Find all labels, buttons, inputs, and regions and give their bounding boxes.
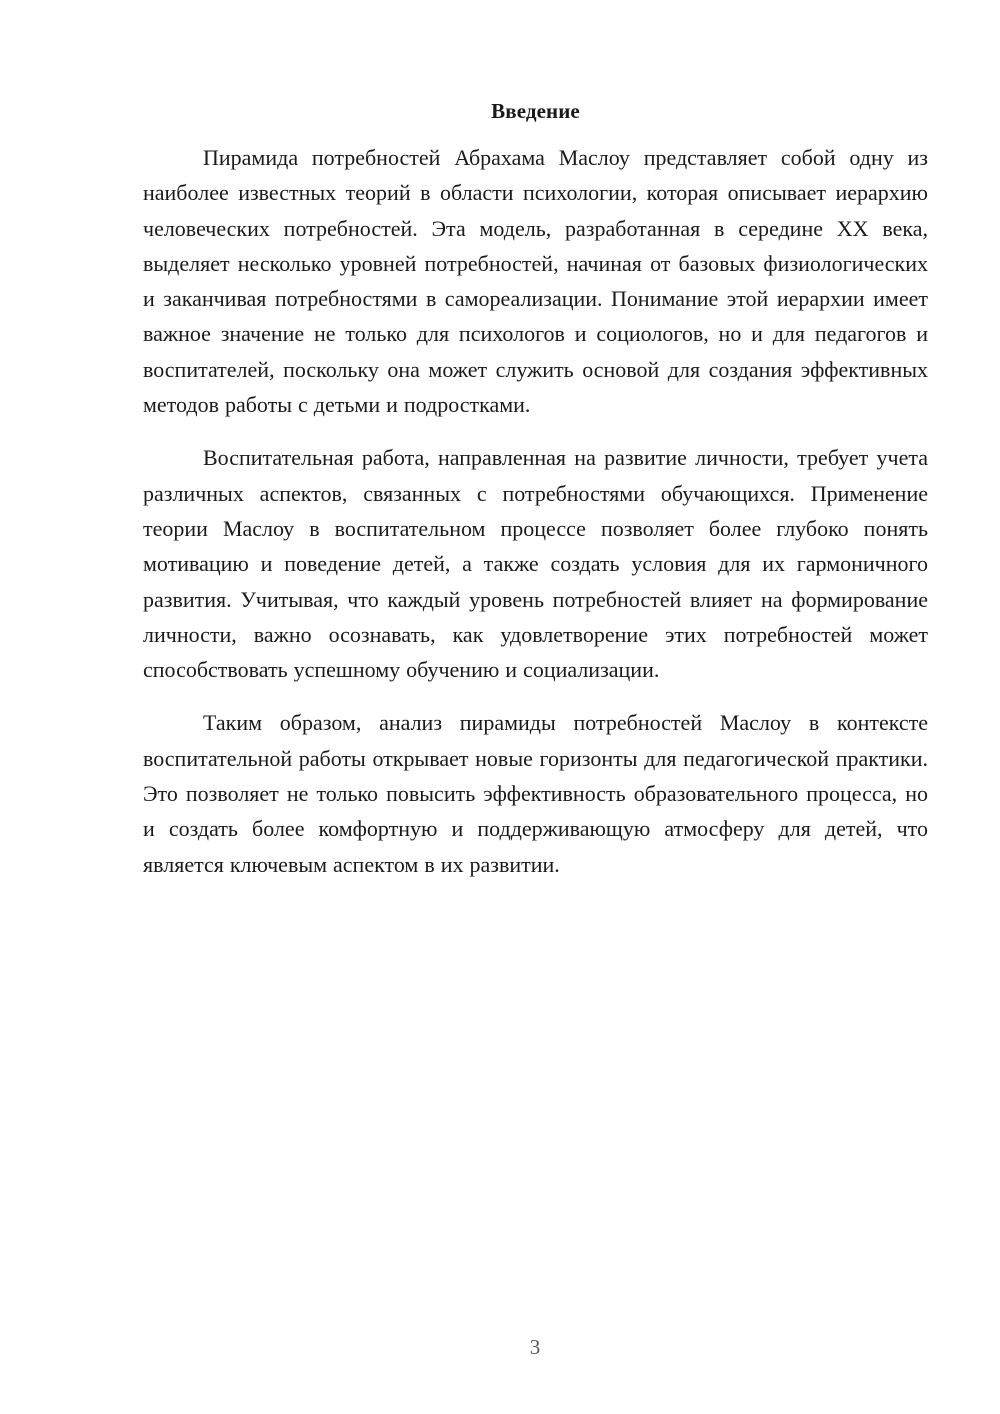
section-heading: Введение <box>491 99 580 123</box>
paragraph-3: Таким образом, анализ пирамиды потребностей Маслоу в контексте воспитательной работы открывает новые горизонты для педагогической практики. Это позволяет не только повысить эффективность образовательного процесса, но и создать более комфортную и поддерживающую атмосферу для детей, что является ключевым аспектом в их развитии. <box>143 710 928 877</box>
paragraph-2: Воспитательная работа, направленная на развитие личности, требует учета различных аспектов, связанных с потребностями обучающихся. Применение теории Маслоу в воспитательном процессе позволяет более глубоко понять мотивацию и поведение детей, а также создать условия для их гармоничного развития. Учитывая, что каждый уровень потребностей влияет на формирование личности, важно осознавать, как удовлетворение этих потребностей может способствовать успешному обучению и социализации. <box>143 445 928 683</box>
page-number: 3 <box>529 1335 541 1359</box>
paragraph-1: Пирамида потребностей Абрахама Маслоу представляет собой одну из наиболее известных теорий в области психологии, которая описывает иерархию человеческих потребностей. Эта модель, разработанная в середине XX века, выделяет несколько уровней потребностей, начиная от базовых физиологических и заканчивая потребностями в самореализации. Понимание этой иерархии имеет важное значение не только для психологов и социологов, но и для педагогов и воспитателей, поскольку она может служить основой для создания эффективных методов работы с детьми и подростками. <box>143 145 928 418</box>
page-content <box>143 96 928 900</box>
